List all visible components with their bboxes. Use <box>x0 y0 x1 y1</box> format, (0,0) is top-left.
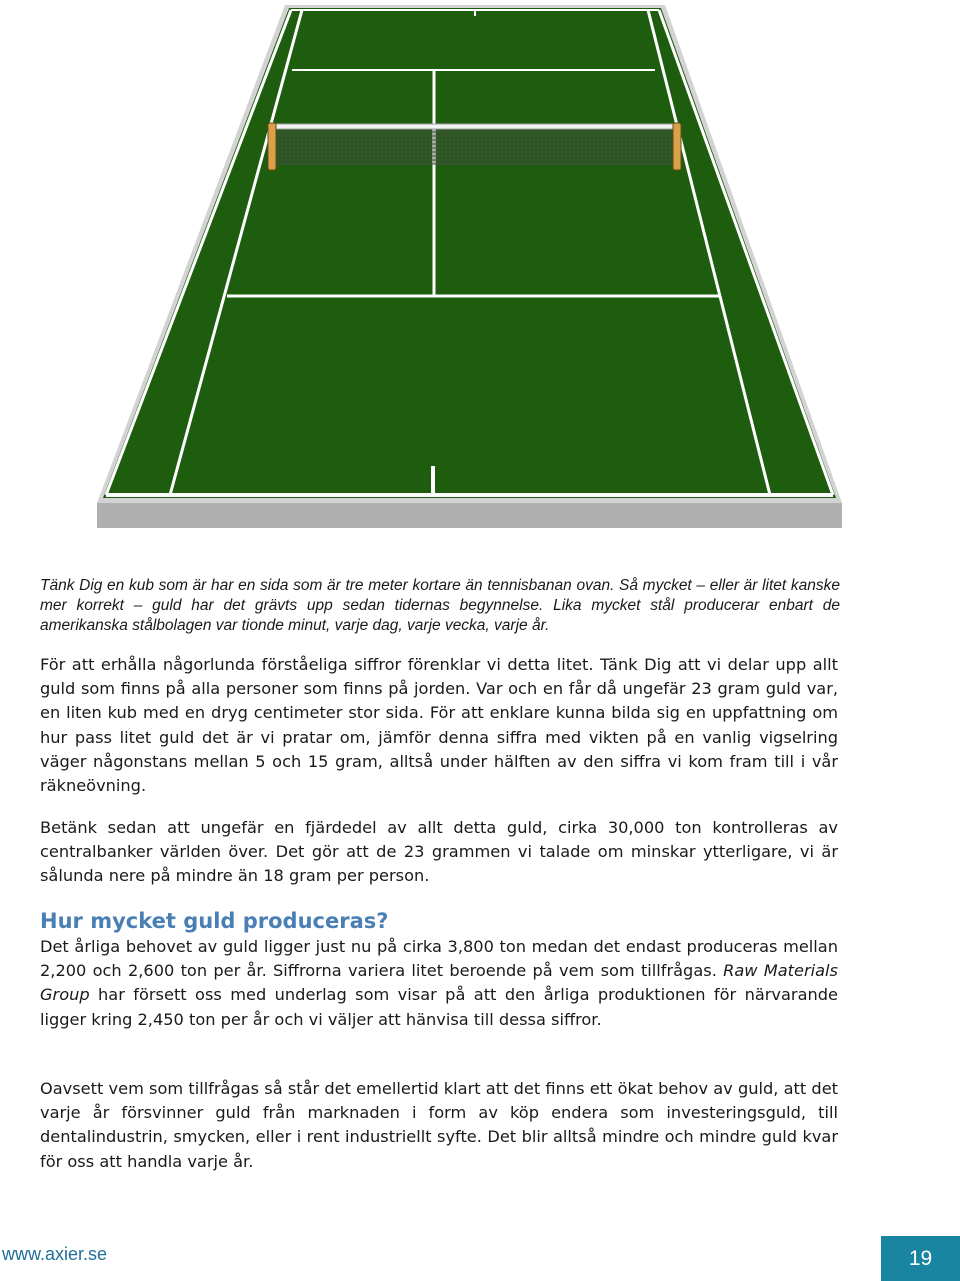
source-name: Raw Materials Group <box>40 961 838 1005</box>
paragraph-4: Oavsett vem som tillfrågas så står det emellertid klart att det finns ett ökat behov av guld, att det varje år försvinner guld från marknaden i form av köp endera som investeringsguld, till dentalindustrin, smycken, eller i rent industriellt syfte. Det blir alltså mindre och mindre guld kvar för oss att handla varje år. <box>40 1079 838 1171</box>
paragraph-1: För att erhålla någorlunda förståeliga siffror förenklar vi detta litet. Tänk Dig att vi delar upp allt guld som finns på alla personer som finns på jorden. Var och en får då ungefär 23 gram guld var, en liten kub med en dryg centimeter stor sida. För att enklare kunna bilda sig en uppfattning om hur pass litet guld det är vi pratar om, jämför denna siffra med vikten på en vanlig vigselring väger någonstans mellan 5 och 15 gram, alltså under hälften av den siffra vi kom fram till i vår räkneövning. <box>40 655 838 796</box>
section-heading: Hur mycket guld produceras? <box>40 909 389 933</box>
paragraph-3-part-a: Det årliga behovet av guld ligger just nu på cirka 3,800 ton medan det endast produceras mellan 2,200 och 2,600 ton per år. Siffrorna variera litet beroende på vem som tillfrågas. <box>40 937 838 981</box>
paragraph-3 <box>40 935 838 1032</box>
caption-text: Tänk Dig en kub som är har en sida som är tre meter kortare än tennisbanan ovan. Så mycket – eller är litet kanske mer korrekt – guld har det grävts upp sedan tidernas begynnelse. Lika mycket stål producerar enbart de amerikanska stålbolagen var tionde minut, varje dag, varje vecka, varje år. <box>40 577 840 634</box>
paragraph-2: Betänk sedan att ungefär en fjärdedel av allt detta guld, cirka 30,000 ton kontrolleras av centralbanker världen över. Det gör att de 23 grammen vi talade om minskar ytterligare, vi är sålunda nere på mindre än 18 gram per person. <box>40 818 838 886</box>
tennis-court-illustration <box>0 0 960 540</box>
court-surface <box>103 8 836 498</box>
paragraph-2-block <box>40 816 838 889</box>
footer-website-link[interactable]: www.axier.se <box>2 1244 108 1264</box>
section-production <box>40 907 838 1032</box>
page-number: 19 <box>908 1246 933 1270</box>
page-number-badge <box>881 1236 960 1281</box>
image-caption <box>40 576 840 636</box>
court-base-shadow <box>97 502 842 528</box>
net-post-right <box>673 123 681 170</box>
paragraph-3-part-b: har försett oss med underlag som visar på att den årliga produktionen för närvarande ligger kring 2,450 ton per år och vi väljer att hänvisa till dessa siffror. <box>40 985 838 1029</box>
paragraph-1-block <box>40 653 838 798</box>
net-post-left <box>268 123 276 170</box>
paragraph-4-block <box>40 1077 838 1174</box>
